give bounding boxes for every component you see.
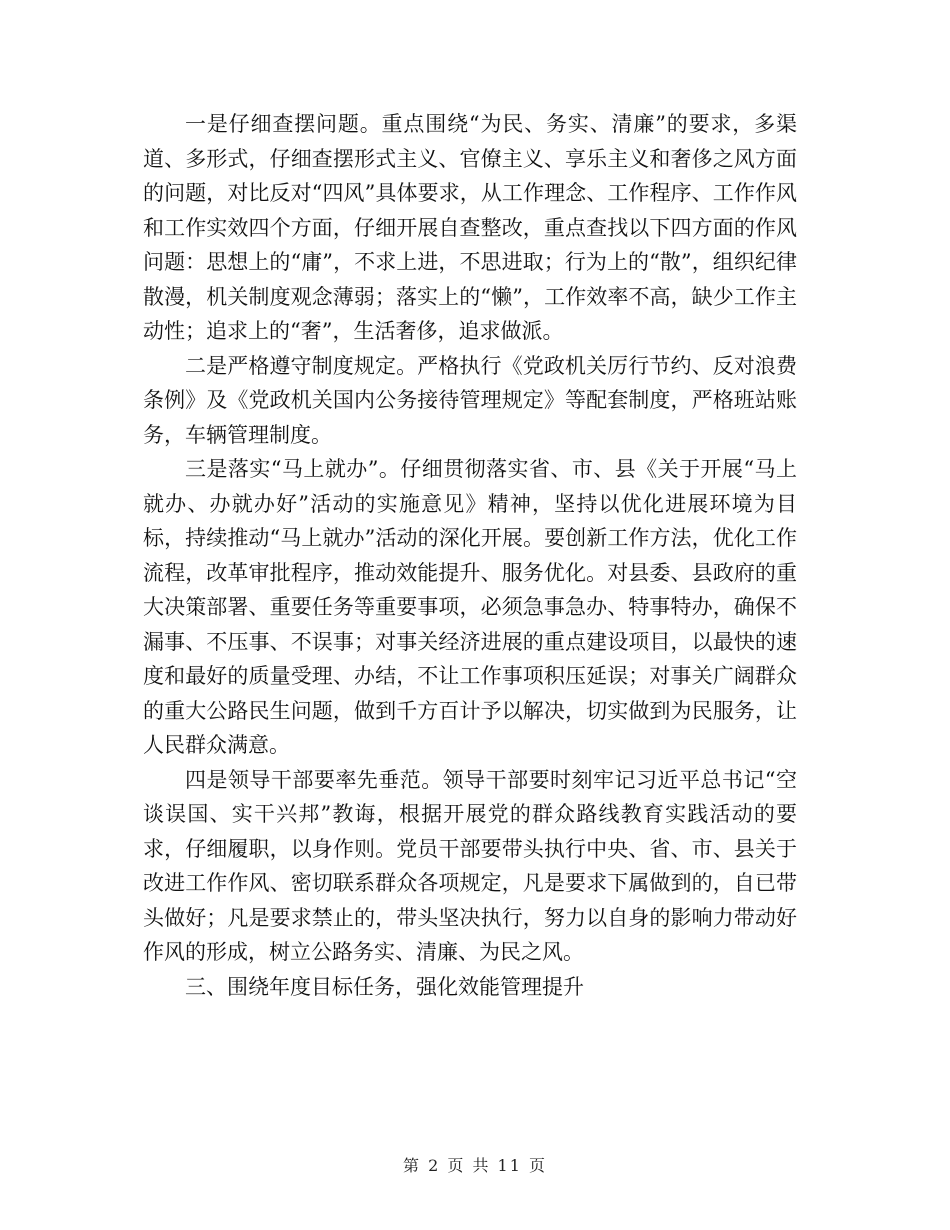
paragraph-1: 一是仔细查摆问题。重点围绕“为民、务实、清廉”的要求，多渠道、多形式，仔细查摆形式主义、官僚主义、享乐主义和奢侈之风方面的问题，对比反对“四风”具体要求，从工作理念、工作程序、工作作风和工作实效四个方面，仔细开展自查整改，重点查找以下四方面的作风问题：思想上的“庸”，不求上进，不思进取；行为上的“散”，组织纪律散漫，机关制度观念薄弱；落实上的“懒”，工作效率不高，缺少工作主动性；追求上的“奢”，生活奢侈，追求做派。 bbox=[143, 112, 797, 343]
page-number-footer: 第 2 页 共 11 页 bbox=[403, 1156, 547, 1175]
paragraph-2: 二是严格遵守制度规定。严格执行《党政机关厉行节约、反对浪费条例》及《党政机关国内公务接待管理规定》等配套制度，严格班站账务，车辆管理制度。 bbox=[143, 353, 797, 447]
document-body bbox=[143, 107, 797, 1004]
paragraph-3: 三是落实“马上就办”。仔细贯彻落实省、市、县《关于开展“马上就办、办就办好”活动的实施意见》精神，坚持以优化进展环境为目标，持续推动“马上就办”活动的深化开展。要创新工作方法，优化工作流程，改革审批程序，推动效能提升、服务优化。对县委、县政府的重大决策部署、重要任务等重要事项，必须急事急办、特事特办，确保不漏事、不压事、不误事；对事关经济进展的重点建设项目，以最快的速度和最好的质量受理、办结，不让工作事项积压延误；对事关广阔群众的重大公路民生问题，做到千方百计予以解决，切实做到为民服务，让人民群众满意。 bbox=[143, 457, 797, 757]
section-heading: 三、围绕年度目标任务，强化效能管理提升 bbox=[185, 974, 584, 999]
paragraph-4: 四是领导干部要率先垂范。领导干部要时刻牢记习近平总书记“空谈误国、实干兴邦”教诲，根据开展党的群众路线教育实践活动的要求，仔细履职，以身作则。党员干部要带头执行中央、省、市、县关于改进工作作风、密切联系群众各项规定，凡是要求下属做到的，自已带头做好；凡是要求禁止的，带头坚决执行，努力以自身的影响力带动好作风的形成，树立公路务实、清廉、为民之风。 bbox=[143, 767, 797, 964]
